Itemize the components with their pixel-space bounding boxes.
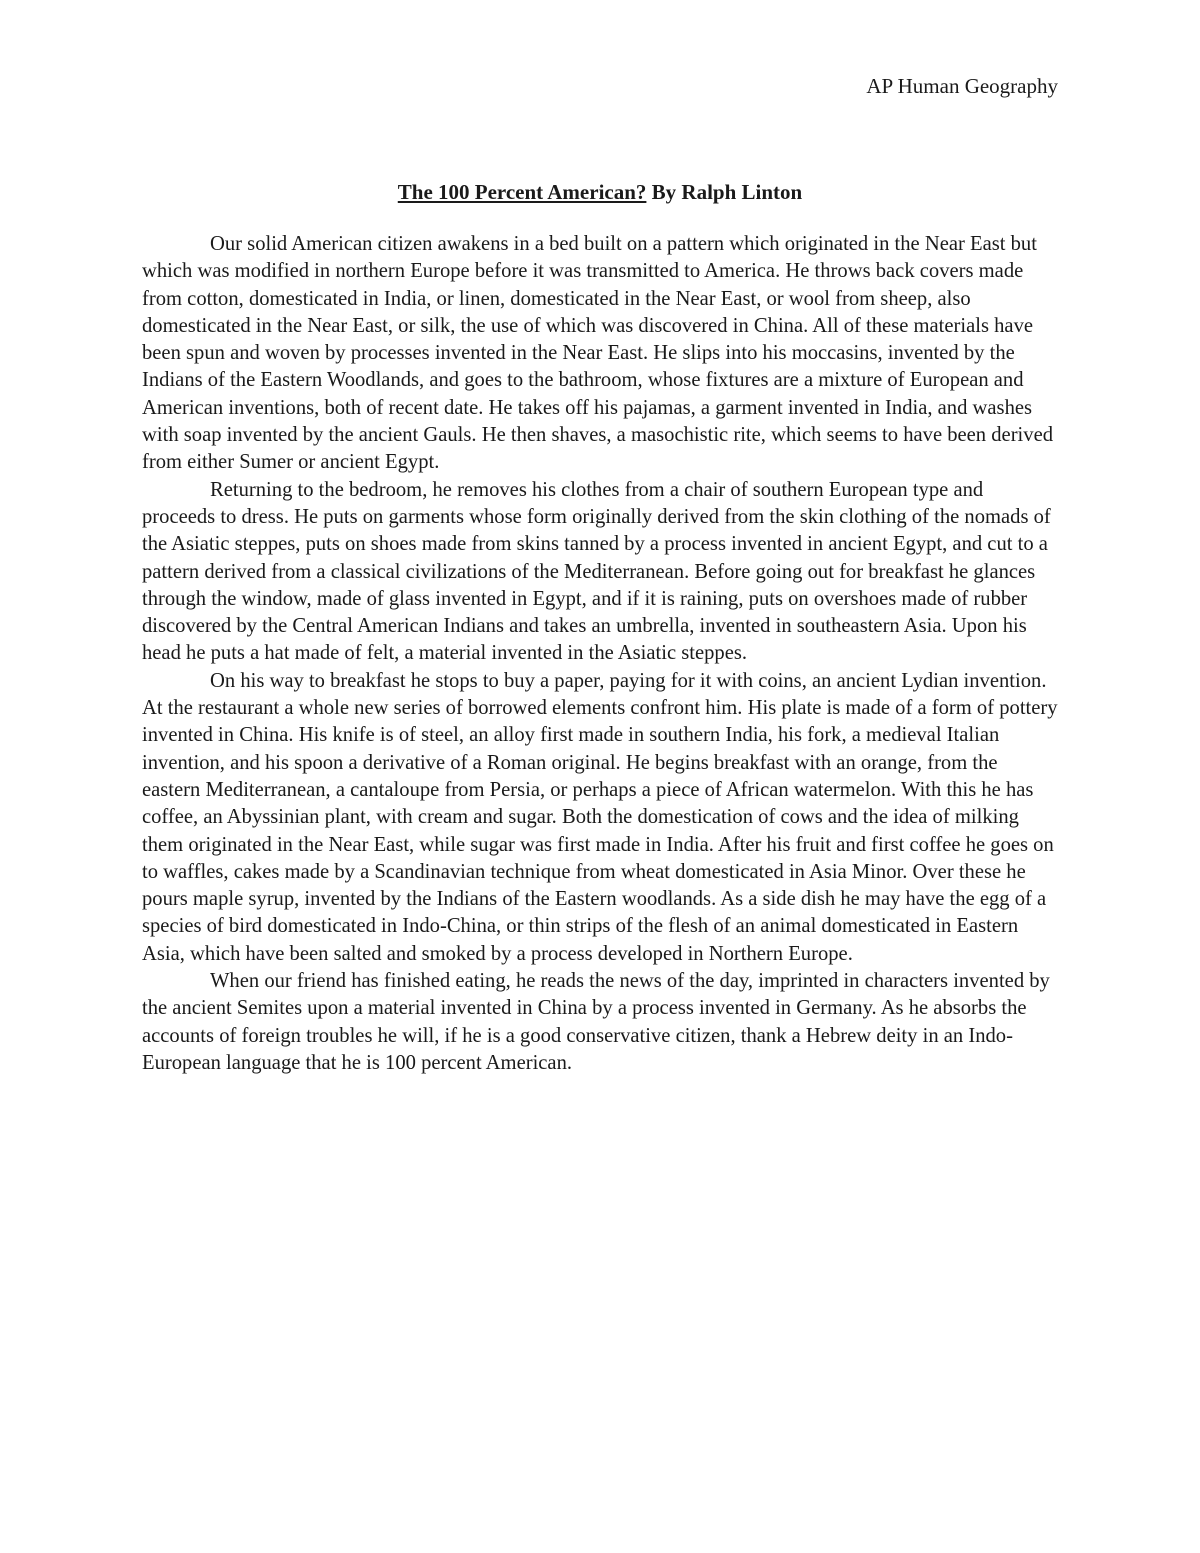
course-header: AP Human Geography [866,74,1058,98]
title-main: The 100 Percent American? [397,180,647,204]
paragraph-3: On his way to breakfast he stops to buy a paper, paying for it with coins, an ancient Lydian invention. At the restaurant a whole new series of borrowed elements confront him. His plate is made of a form of pottery invented in China. His knife is of steel, an alloy first made in southern India, his fork, a medieval Italian invention, and his spoon a derivative of a Roman original. He begins breakfast with an orange, from the eastern Mediterranean, a cantaloupe from Persia, or perhaps a piece of African watermelon. With this he has coffee, an Abyssinian plant, with cream and sugar. Both the domestication of cows and the idea of milking them originated in the Near East, while sugar was first made in India. After his fruit and first coffee he goes on to waffles, cakes made by a Scandinavian technique from wheat domesticated in Asia Minor. Over these he pours maple syrup, invented by the Indians of the Eastern woodlands. As a side dish he may have the egg of a species of bird domesticated in Indo-China, or thin strips of the flesh of an animal domesticated in Eastern Asia, which have been salted and smoked by a process developed in Northern Europe. [142,669,1058,965]
paragraph-2: Returning to the bedroom, he removes his clothes from a chair of southern European type and proceeds to dress. He puts on garments whose form originally derived from the skin clothing of the nomads of the Asiatic steppes, puts on shoes made from skins tanned by a process invented in ancient Egypt, and cut to a pattern derived from a classical civilizations of the Mediterranean. Before going out for breakfast he glances through the window, made of glass invented in Egypt, and if it is raining, puts on overshoes made of rubber discovered by the Central American Indians and takes an umbrella, invented in southeastern Asia. Upon his head he puts a hat made of felt, a material invented in the Asiatic steppes. [142,478,1051,665]
document-body [142,231,1058,1077]
document-title [0,178,1200,206]
paragraph-4: When our friend has finished eating, he reads the news of the day, imprinted in characters invented by the ancient Semites upon a material invented in China by a process invented in Germany. As he absorbs the accounts of foreign troubles he will, if he is a good conservative citizen, thank a Hebrew deity in an Indo-European language that he is 100 percent American. [142,970,1050,1074]
title-byline: By Ralph Linton [651,180,803,204]
paragraph-1: Our solid American citizen awakens in a bed built on a pattern which originated in the Near East but which was modified in northern Europe before it was transmitted to America. He throws back covers made from cotton, domesticated in India, or linen, domesticated in the Near East, or wool from sheep, also domesticated in the Near East, or silk, the use of which was discovered in China. All of these materials have been spun and woven by processes invented in the Near East. He slips into his moccasins, invented by the Indians of the Eastern Woodlands, and goes to the bathroom, whose fixtures are a mixture of European and American inventions, both of recent date. He takes off his pajamas, a garment invented in India, and washes with soap invented by the ancient Gauls. He then shaves, a masochistic rite, which seems to have been derived from either Sumer or ancient Egypt. [142,233,1054,474]
